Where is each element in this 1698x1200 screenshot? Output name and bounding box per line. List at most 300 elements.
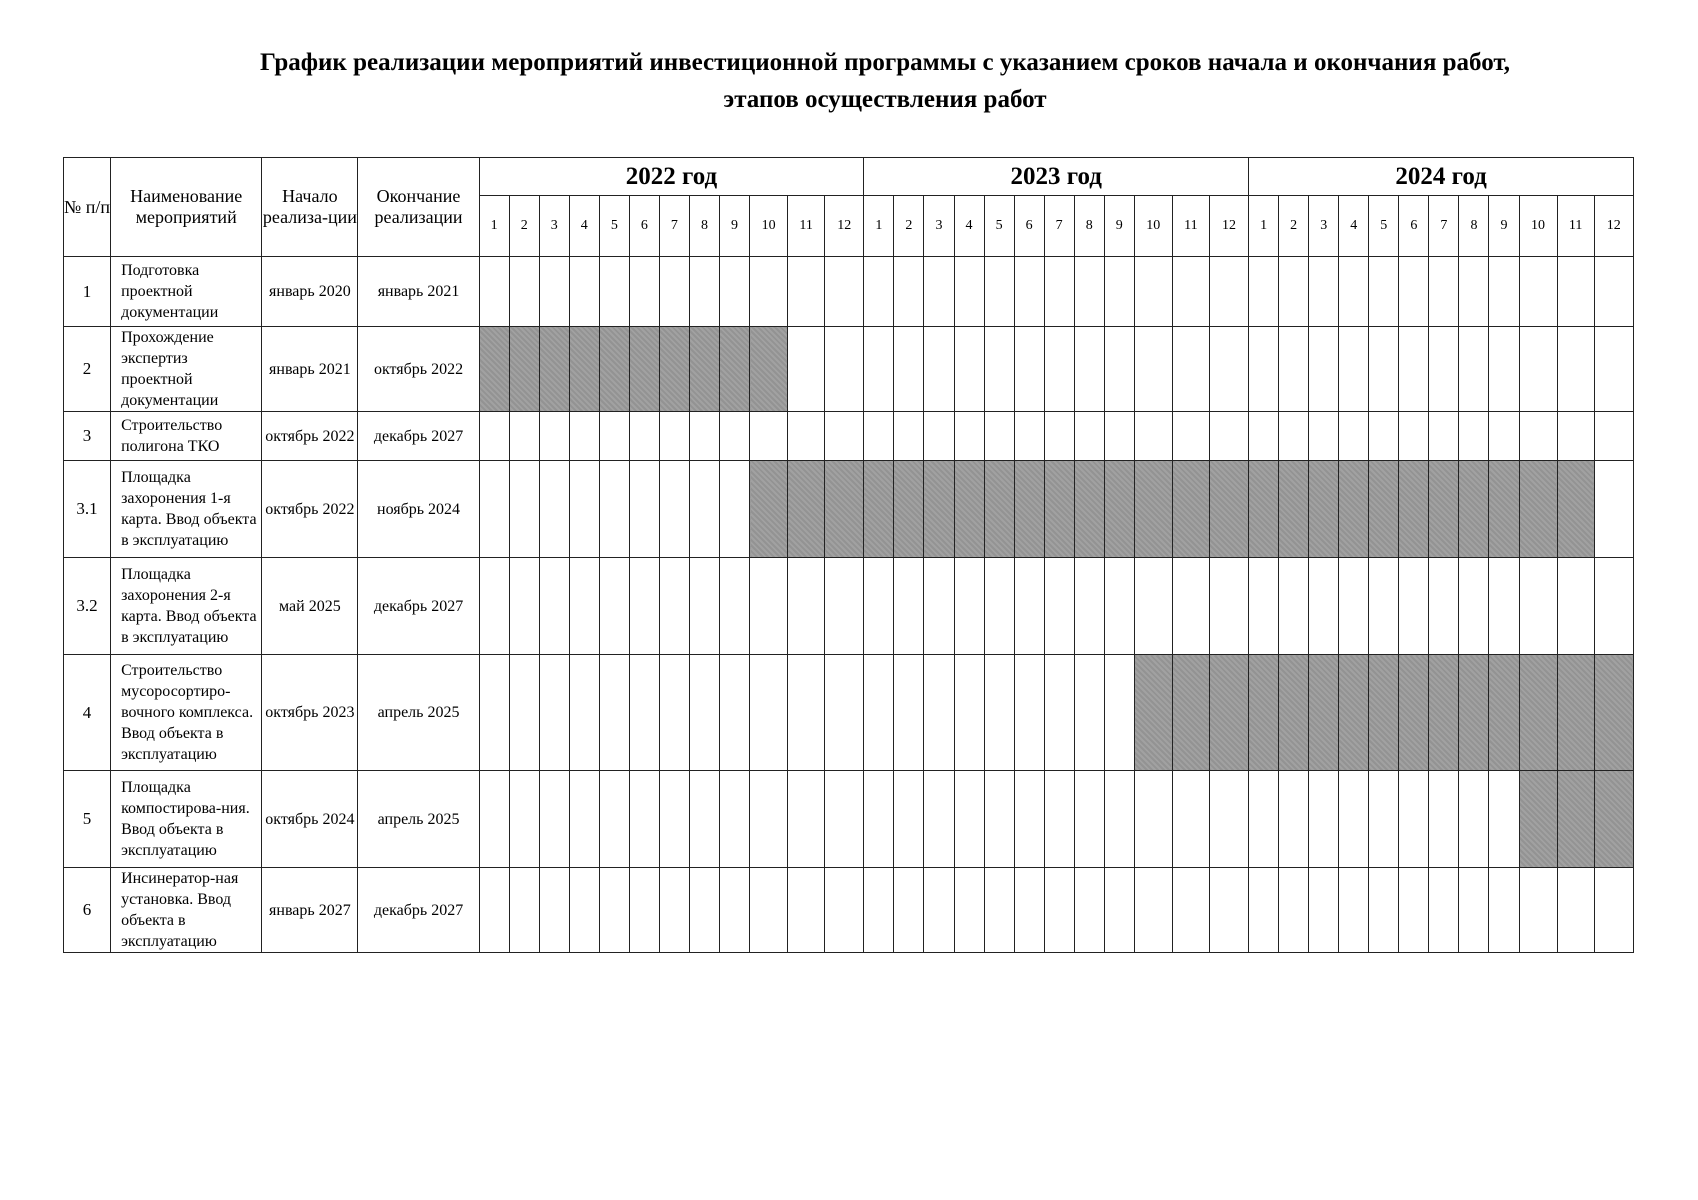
gantt-cell <box>1104 327 1134 412</box>
gantt-cell <box>479 771 509 868</box>
gantt-cell <box>924 412 954 461</box>
gantt-cell <box>984 327 1014 412</box>
gantt-cell <box>788 868 825 953</box>
gantt-cell <box>539 461 569 558</box>
gantt-cell <box>1044 655 1074 771</box>
gantt-cell <box>1249 771 1279 868</box>
gantt-cell <box>750 655 788 771</box>
gantt-cell <box>720 868 750 953</box>
gantt-cell <box>864 655 894 771</box>
gantt-cell <box>1074 868 1104 953</box>
gantt-cell <box>924 771 954 868</box>
gantt-cell <box>629 771 659 868</box>
gantt-cell <box>1594 412 1633 461</box>
gantt-cell <box>1014 771 1044 868</box>
gantt-cell <box>569 461 599 558</box>
gantt-cell <box>825 771 864 868</box>
gantt-cell <box>1369 327 1399 412</box>
month-header: 5 <box>599 196 629 257</box>
end-date: октябрь 2022 <box>358 327 479 412</box>
gantt-bar-cell <box>1519 771 1557 868</box>
activity-name: Строительство мусоросортиро-вочного комплекса. Ввод объекта в эксплуатацию <box>111 655 262 771</box>
gantt-cell <box>720 655 750 771</box>
gantt-cell <box>1557 412 1594 461</box>
row-number: 2 <box>64 327 111 412</box>
gantt-bar-cell <box>1369 461 1399 558</box>
gantt-bar-cell <box>750 461 788 558</box>
title-line-1: График реализации мероприятий инвестиционной программы с указанием сроков начала и окончания работ, <box>259 49 1511 76</box>
start-date: май 2025 <box>262 558 358 655</box>
header-start: Начало реализа-ции <box>262 158 358 257</box>
title-line-2: этапов осуществления работ <box>723 86 1047 113</box>
gantt-cell <box>1044 257 1074 327</box>
gantt-cell <box>894 868 924 953</box>
month-header: 6 <box>1399 196 1429 257</box>
gantt-cell <box>1279 558 1309 655</box>
row-number: 3.1 <box>64 461 111 558</box>
month-header: 4 <box>569 196 599 257</box>
gantt-bar-cell <box>1074 461 1104 558</box>
gantt-cell <box>569 868 599 953</box>
gantt-cell <box>599 558 629 655</box>
gantt-cell <box>1309 257 1339 327</box>
month-header: 6 <box>629 196 659 257</box>
gantt-cell <box>954 655 984 771</box>
gantt-cell <box>924 868 954 953</box>
gantt-cell <box>629 655 659 771</box>
gantt-cell <box>954 327 984 412</box>
gantt-cell <box>1369 257 1399 327</box>
gantt-cell <box>1489 868 1519 953</box>
start-date: октябрь 2022 <box>262 412 358 461</box>
gantt-cell <box>659 558 689 655</box>
gantt-cell <box>1519 257 1557 327</box>
gantt-cell <box>1104 868 1134 953</box>
gantt-cell <box>1279 257 1309 327</box>
header-end: Окончание реализации <box>358 158 479 257</box>
gantt-cell <box>1209 412 1248 461</box>
gantt-bar-cell <box>509 327 539 412</box>
gantt-bar-cell <box>1519 461 1557 558</box>
activity-name: Площадка захоронения 1-я карта. Ввод объекта в эксплуатацию <box>111 461 262 558</box>
gantt-cell <box>599 868 629 953</box>
gantt-cell <box>894 771 924 868</box>
gantt-cell <box>1249 558 1279 655</box>
row-number: 6 <box>64 868 111 953</box>
gantt-cell <box>750 558 788 655</box>
gantt-bar-cell <box>1134 655 1172 771</box>
schedule-table <box>63 157 1634 953</box>
gantt-cell <box>720 412 750 461</box>
month-header: 2 <box>894 196 924 257</box>
month-header: 10 <box>1134 196 1172 257</box>
gantt-bar-cell <box>539 327 569 412</box>
gantt-cell <box>750 868 788 953</box>
gantt-cell <box>864 558 894 655</box>
gantt-cell <box>1014 558 1044 655</box>
document-title <box>150 44 1620 118</box>
gantt-cell <box>788 771 825 868</box>
gantt-cell <box>1557 868 1594 953</box>
gantt-cell <box>720 558 750 655</box>
gantt-cell <box>1519 868 1557 953</box>
start-date: январь 2020 <box>262 257 358 327</box>
gantt-cell <box>984 655 1014 771</box>
gantt-cell <box>1172 257 1209 327</box>
year-header: 2024 год <box>1249 158 1634 196</box>
gantt-cell <box>1339 327 1369 412</box>
gantt-bar-cell <box>599 327 629 412</box>
gantt-cell <box>689 257 719 327</box>
gantt-cell <box>1489 558 1519 655</box>
gantt-cell <box>1172 412 1209 461</box>
gantt-cell <box>720 771 750 868</box>
gantt-bar-cell <box>1309 461 1339 558</box>
gantt-cell <box>1309 327 1339 412</box>
gantt-cell <box>750 771 788 868</box>
month-header: 5 <box>1369 196 1399 257</box>
gantt-cell <box>825 655 864 771</box>
gantt-cell <box>689 655 719 771</box>
gantt-bar-cell <box>1209 655 1248 771</box>
gantt-cell <box>629 868 659 953</box>
gantt-cell <box>659 461 689 558</box>
activity-name: Строительство полигона ТКО <box>111 412 262 461</box>
table-row <box>64 412 1634 461</box>
gantt-cell <box>539 868 569 953</box>
gantt-cell <box>539 655 569 771</box>
table-row <box>64 257 1634 327</box>
gantt-bar-cell <box>1489 461 1519 558</box>
month-header: 7 <box>1429 196 1459 257</box>
gantt-cell <box>1209 868 1248 953</box>
row-number: 1 <box>64 257 111 327</box>
gantt-cell <box>1172 771 1209 868</box>
gantt-cell <box>1399 868 1429 953</box>
gantt-cell <box>825 558 864 655</box>
gantt-cell <box>1279 327 1309 412</box>
gantt-bar-cell <box>1459 461 1489 558</box>
gantt-cell <box>1014 257 1044 327</box>
gantt-bar-cell <box>1429 461 1459 558</box>
year-header: 2023 год <box>864 158 1249 196</box>
gantt-cell <box>894 558 924 655</box>
gantt-cell <box>1557 558 1594 655</box>
end-date: апрель 2025 <box>358 771 479 868</box>
gantt-cell <box>1104 771 1134 868</box>
gantt-bar-cell <box>689 327 719 412</box>
table-row <box>64 461 1634 558</box>
gantt-cell <box>1074 771 1104 868</box>
month-header: 9 <box>1489 196 1519 257</box>
month-header: 8 <box>1459 196 1489 257</box>
gantt-cell <box>1074 558 1104 655</box>
gantt-cell <box>659 868 689 953</box>
header-num: № п/п <box>64 158 111 257</box>
gantt-cell <box>984 771 1014 868</box>
gantt-bar-cell <box>1489 655 1519 771</box>
gantt-cell <box>1594 327 1633 412</box>
gantt-cell <box>659 412 689 461</box>
gantt-bar-cell <box>1594 771 1633 868</box>
gantt-cell <box>1369 412 1399 461</box>
gantt-cell <box>1104 558 1134 655</box>
row-number: 3 <box>64 412 111 461</box>
month-header: 2 <box>1279 196 1309 257</box>
start-date: октябрь 2024 <box>262 771 358 868</box>
gantt-bar-cell <box>1369 655 1399 771</box>
gantt-cell <box>1249 868 1279 953</box>
gantt-cell <box>1429 257 1459 327</box>
gantt-cell <box>1279 868 1309 953</box>
table-row <box>64 655 1634 771</box>
row-number: 5 <box>64 771 111 868</box>
month-header: 7 <box>1044 196 1074 257</box>
month-header: 9 <box>720 196 750 257</box>
gantt-cell <box>1209 771 1248 868</box>
gantt-cell <box>659 655 689 771</box>
end-date: декабрь 2027 <box>358 558 479 655</box>
gantt-bar-cell <box>954 461 984 558</box>
gantt-bar-cell <box>984 461 1014 558</box>
gantt-cell <box>1074 327 1104 412</box>
table-row <box>64 327 1634 412</box>
month-header: 8 <box>689 196 719 257</box>
gantt-cell <box>1594 461 1633 558</box>
gantt-cell <box>509 558 539 655</box>
gantt-bar-cell <box>1429 655 1459 771</box>
gantt-cell <box>1134 257 1172 327</box>
gantt-cell <box>659 771 689 868</box>
month-header: 4 <box>1339 196 1369 257</box>
gantt-cell <box>720 257 750 327</box>
gantt-cell <box>894 327 924 412</box>
gantt-bar-cell <box>1014 461 1044 558</box>
month-header: 11 <box>1172 196 1209 257</box>
gantt-cell <box>954 868 984 953</box>
gantt-bar-cell <box>1594 655 1633 771</box>
table-row <box>64 868 1634 953</box>
month-header: 3 <box>924 196 954 257</box>
gantt-bar-cell <box>479 327 509 412</box>
gantt-cell <box>984 257 1014 327</box>
gantt-cell <box>1519 558 1557 655</box>
gantt-cell <box>1134 327 1172 412</box>
month-header: 4 <box>954 196 984 257</box>
gantt-cell <box>599 771 629 868</box>
gantt-cell <box>659 257 689 327</box>
gantt-cell <box>569 655 599 771</box>
gantt-cell <box>629 412 659 461</box>
gantt-bar-cell <box>864 461 894 558</box>
activity-name: Прохождение экспертиз проектной документации <box>111 327 262 412</box>
gantt-cell <box>864 257 894 327</box>
gantt-cell <box>1369 558 1399 655</box>
gantt-cell <box>599 655 629 771</box>
gantt-cell <box>954 257 984 327</box>
month-header: 11 <box>788 196 825 257</box>
gantt-cell <box>1044 558 1074 655</box>
gantt-bar-cell <box>720 327 750 412</box>
gantt-cell <box>1104 412 1134 461</box>
month-header: 5 <box>984 196 1014 257</box>
gantt-bar-cell <box>1399 655 1429 771</box>
gantt-cell <box>1134 868 1172 953</box>
gantt-cell <box>569 558 599 655</box>
gantt-cell <box>1044 327 1074 412</box>
month-header: 10 <box>750 196 788 257</box>
start-date: октябрь 2023 <box>262 655 358 771</box>
gantt-cell <box>1489 412 1519 461</box>
gantt-cell <box>1339 257 1369 327</box>
gantt-bar-cell <box>1209 461 1248 558</box>
gantt-cell <box>629 558 659 655</box>
gantt-cell <box>1309 558 1339 655</box>
gantt-cell <box>1459 868 1489 953</box>
gantt-cell <box>1014 655 1044 771</box>
gantt-cell <box>894 412 924 461</box>
gantt-cell <box>1489 771 1519 868</box>
gantt-cell <box>1279 412 1309 461</box>
gantt-cell <box>1429 412 1459 461</box>
gantt-cell <box>825 868 864 953</box>
gantt-cell <box>629 461 659 558</box>
gantt-cell <box>1399 771 1429 868</box>
gantt-bar-cell <box>924 461 954 558</box>
gantt-bar-cell <box>788 461 825 558</box>
gantt-cell <box>1172 868 1209 953</box>
activity-name: Площадка компостирова-ния. Ввод объекта в эксплуатацию <box>111 771 262 868</box>
gantt-cell <box>720 461 750 558</box>
gantt-cell <box>864 771 894 868</box>
gantt-bar-cell <box>1279 655 1309 771</box>
gantt-bar-cell <box>1134 461 1172 558</box>
month-header: 12 <box>1594 196 1633 257</box>
activity-name: Инсинератор-ная установка. Ввод объекта в эксплуатацию <box>111 868 262 953</box>
gantt-cell <box>1104 655 1134 771</box>
gantt-cell <box>1249 412 1279 461</box>
gantt-cell <box>1339 412 1369 461</box>
activity-name: Площадка захоронения 2-я карта. Ввод объекта в эксплуатацию <box>111 558 262 655</box>
month-header: 9 <box>1104 196 1134 257</box>
gantt-cell <box>539 771 569 868</box>
gantt-cell <box>1519 327 1557 412</box>
end-date: январь 2021 <box>358 257 479 327</box>
end-date: декабрь 2027 <box>358 868 479 953</box>
gantt-cell <box>539 558 569 655</box>
year-header: 2022 год <box>479 158 864 196</box>
gantt-cell <box>864 412 894 461</box>
month-header: 1 <box>864 196 894 257</box>
gantt-cell <box>1074 257 1104 327</box>
gantt-cell <box>509 655 539 771</box>
gantt-cell <box>1172 327 1209 412</box>
gantt-cell <box>1134 771 1172 868</box>
gantt-cell <box>1309 868 1339 953</box>
gantt-cell <box>689 558 719 655</box>
row-number: 4 <box>64 655 111 771</box>
gantt-cell <box>1134 412 1172 461</box>
gantt-cell <box>924 558 954 655</box>
activity-name: Подготовка проектной документации <box>111 257 262 327</box>
gantt-cell <box>1557 257 1594 327</box>
gantt-cell <box>1074 655 1104 771</box>
gantt-cell <box>569 771 599 868</box>
gantt-cell <box>1134 558 1172 655</box>
gantt-cell <box>788 412 825 461</box>
gantt-cell <box>1339 868 1369 953</box>
gantt-bar-cell <box>1249 461 1279 558</box>
gantt-cell <box>1339 558 1369 655</box>
gantt-cell <box>1044 771 1074 868</box>
month-header: 11 <box>1557 196 1594 257</box>
gantt-cell <box>599 257 629 327</box>
gantt-bar-cell <box>894 461 924 558</box>
gantt-bar-cell <box>1557 461 1594 558</box>
gantt-cell <box>1309 771 1339 868</box>
gantt-cell <box>509 461 539 558</box>
gantt-bar-cell <box>1249 655 1279 771</box>
gantt-cell <box>1399 327 1429 412</box>
end-date: апрель 2025 <box>358 655 479 771</box>
gantt-cell <box>1309 412 1339 461</box>
gantt-cell <box>954 558 984 655</box>
gantt-cell <box>1429 558 1459 655</box>
gantt-cell <box>1489 327 1519 412</box>
gantt-cell <box>479 558 509 655</box>
gantt-cell <box>479 655 509 771</box>
gantt-cell <box>864 327 894 412</box>
gantt-cell <box>1399 558 1429 655</box>
gantt-cell <box>569 412 599 461</box>
gantt-bar-cell <box>1279 461 1309 558</box>
gantt-cell <box>689 868 719 953</box>
gantt-cell <box>1074 412 1104 461</box>
gantt-cell <box>788 558 825 655</box>
gantt-bar-cell <box>1557 655 1594 771</box>
gantt-bar-cell <box>569 327 599 412</box>
gantt-cell <box>689 771 719 868</box>
gantt-cell <box>1209 558 1248 655</box>
gantt-cell <box>1459 771 1489 868</box>
gantt-cell <box>629 257 659 327</box>
end-date: декабрь 2027 <box>358 412 479 461</box>
gantt-cell <box>1429 327 1459 412</box>
gantt-bar-cell <box>1172 461 1209 558</box>
header-name: Наименование мероприятий <box>111 158 262 257</box>
gantt-cell <box>1489 257 1519 327</box>
header-row-years <box>64 158 1634 196</box>
gantt-cell <box>1459 558 1489 655</box>
gantt-cell <box>509 257 539 327</box>
gantt-cell <box>1014 412 1044 461</box>
gantt-cell <box>1339 771 1369 868</box>
gantt-cell <box>1459 412 1489 461</box>
month-header: 10 <box>1519 196 1557 257</box>
gantt-cell <box>1459 327 1489 412</box>
start-date: январь 2021 <box>262 327 358 412</box>
month-header: 3 <box>539 196 569 257</box>
gantt-bar-cell <box>1399 461 1429 558</box>
gantt-cell <box>599 412 629 461</box>
gantt-cell <box>924 655 954 771</box>
start-date: октябрь 2022 <box>262 461 358 558</box>
gantt-cell <box>825 412 864 461</box>
month-header: 12 <box>825 196 864 257</box>
gantt-cell <box>1519 412 1557 461</box>
gantt-cell <box>1594 558 1633 655</box>
gantt-cell <box>689 412 719 461</box>
